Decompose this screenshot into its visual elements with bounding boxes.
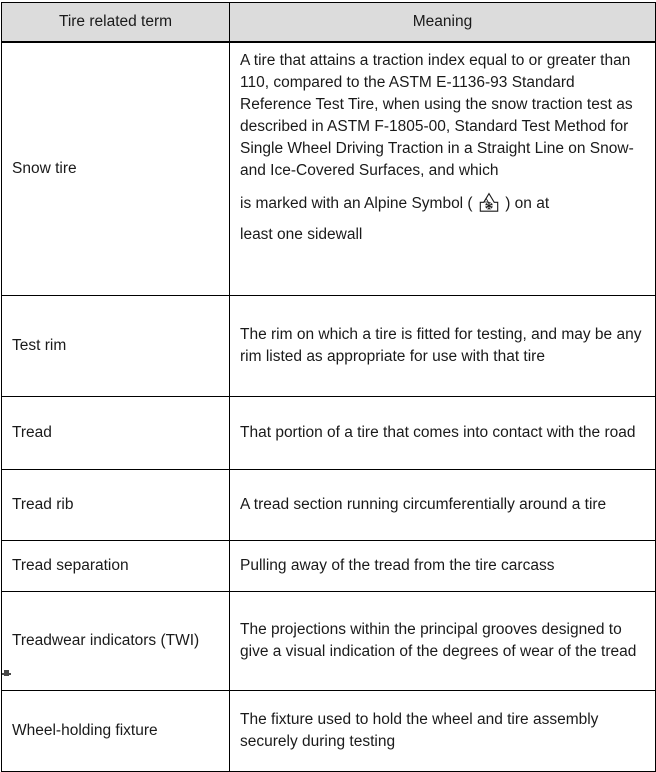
term-tread-separation: Tread separation <box>2 541 230 592</box>
meaning-snow-tire-text-part1: A tire that attains a traction index equal to or greater than 110, compared to the ASTM E-1136-93 Standard Reference Test Tire, when using the snow traction test as described in ASTM F-1805-00, Standard Test Method for Single Wheel Driving Traction in a Straight Line on Snow-and Ice-Covered Surfaces, and which <box>240 52 634 179</box>
meaning-snow-tire <box>230 42 656 296</box>
term-test-rim: Test rim <box>2 296 230 397</box>
table-row <box>2 592 656 691</box>
meaning-wheel-holding-fixture: The fixture used to hold the wheel and tire assembly securely during testing <box>230 691 656 772</box>
table-header-row <box>2 3 656 43</box>
term-wheel-holding-fixture: Wheel-holding fixture <box>2 691 230 772</box>
column-header-meaning: Meaning <box>230 3 656 43</box>
column-header-term: Tire related term <box>2 3 230 43</box>
term-treadwear-indicators: Treadwear indicators (TWI) <box>2 592 230 691</box>
glossary-page <box>0 2 656 679</box>
term-snow-tire: Snow tire <box>2 42 230 296</box>
term-tread-rib: Tread rib <box>2 470 230 541</box>
tire-terms-table <box>1 2 656 772</box>
table-header <box>2 3 656 43</box>
term-tread: Tread <box>2 397 230 470</box>
page-artifact-mark <box>4 670 9 676</box>
table-row <box>2 296 656 397</box>
table-row <box>2 470 656 541</box>
meaning-tread-rib: A tread section running circumferentially around a tire <box>230 470 656 541</box>
meaning-snow-tire-symbol-prefix: is marked with an Alpine Symbol ( <box>240 195 477 212</box>
meaning-snow-tire-symbol-line <box>240 192 647 215</box>
meaning-test-rim: The rim on which a tire is fitted for testing, and may be any rim listed as appropriate for use with that tire <box>230 296 656 397</box>
meaning-tread: That portion of a tire that comes into contact with the road <box>230 397 656 470</box>
alpine-symbol-icon <box>478 192 500 213</box>
meaning-snow-tire-symbol-suffix: ) on at <box>501 195 549 212</box>
meaning-treadwear-indicators: The projections within the principal grooves designed to give a visual indication of the degrees of wear of the tread <box>230 592 656 691</box>
table-row <box>2 42 656 296</box>
meaning-tread-separation: Pulling away of the tread from the tire carcass <box>230 541 656 592</box>
table-row <box>2 691 656 772</box>
meaning-snow-tire-text-part3: least one sidewall <box>240 224 647 246</box>
table-row <box>2 541 656 592</box>
table-row <box>2 397 656 470</box>
table-body <box>2 42 656 772</box>
